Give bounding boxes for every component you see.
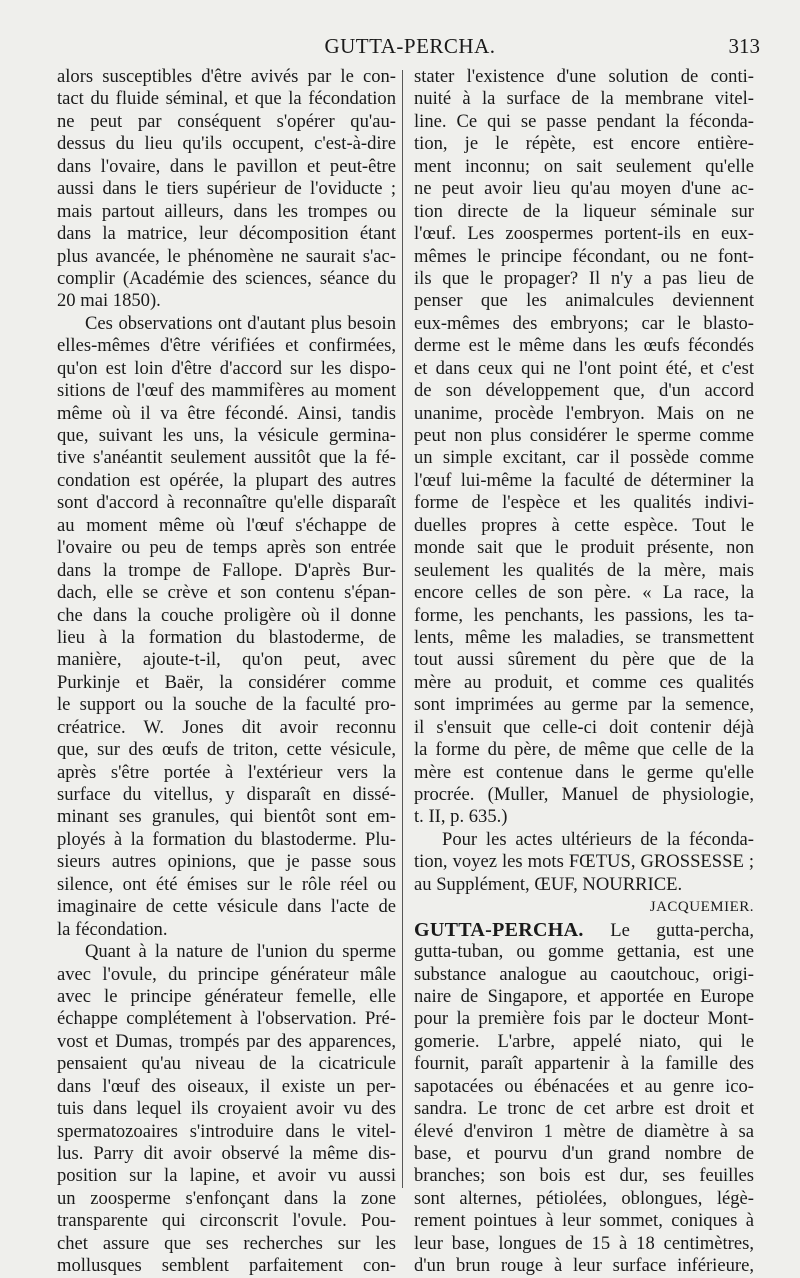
text-line: monde sait que le produit présente, non (414, 537, 754, 559)
text-line: le support ou la souche de la faculté pro- (57, 694, 396, 716)
text-line: sieurs autres opinions, que je passe sous (57, 851, 396, 873)
entry-heading-line (414, 919, 754, 941)
running-title: GUTTA-PERCHA. (324, 34, 496, 58)
text-line: minant ses granules, qui bientôt sont em- (57, 806, 396, 828)
text-line: stater l'existence d'une solution de conti- (414, 66, 754, 87)
text-line: elles-mêmes d'être vérifiées et confirmées, (57, 335, 396, 357)
text-line: et dans ceux qui ne l'ont point été, et c'est (414, 357, 754, 379)
text-line: échappe complétement à l'observation. Pré- (57, 1008, 396, 1030)
text-line: branches; son bois est dur, ses feuilles (414, 1165, 754, 1187)
text-line: sitions de l'œuf des mammifères au moment (57, 380, 396, 402)
text-line: l'œuf. Les zoospermes portent-ils en eux- (414, 223, 754, 245)
text-line: avec l'ovule, du principe générateur mâle (57, 963, 396, 985)
text-line: leur base, longues de 15 à 18 centimètres, (414, 1232, 754, 1254)
text-line: tact du fluide séminal, et que la fécondation (57, 88, 396, 110)
text-line: un zoosperme s'enfonçant dans la zone (57, 1187, 396, 1209)
text-line: fournit, paraît appartenir à la famille des (414, 1053, 754, 1075)
text-line: élevé d'environ 1 mètre de diamètre à sa (414, 1120, 754, 1142)
text-line: 20 mai 1850). (57, 290, 161, 312)
text-line: Purkinje et Baër, la considérer comme (57, 671, 396, 693)
text-line: que, suivant les uns, la vésicule germina- (57, 425, 396, 446)
text-line: tuis dans lequel ils croyaient avoir vu des (57, 1098, 396, 1120)
text-line: au Supplément, ŒUF, NOURRICE. (414, 873, 683, 895)
text-line: gomerie. L'arbre, appelé niato, qui le (414, 1030, 754, 1052)
text-line: la fécondation. (57, 918, 168, 940)
text-line: d'un brun rouge à leur surface inférieure, (414, 1255, 754, 1277)
text-line: tion, je le répète, est encore entière- (414, 133, 754, 155)
text-line: unanime, procède l'embryon. Mais on ne (414, 402, 754, 424)
text-line: lus. Parry dit avoir observé la même dis- (57, 1143, 396, 1164)
text-line: silence, ont été émises sur le rôle réel ou (57, 873, 396, 895)
text-line: naire de Singapore, et apportée en Europe (414, 985, 754, 1007)
running-head (60, 34, 760, 62)
author-signature: JACQUEMIER. (649, 899, 754, 916)
text-line: ils que le propager? Il n'y a pas lieu de (414, 267, 754, 289)
text-line: spermatozoaires s'introduire dans le vitel- (57, 1120, 396, 1142)
text-line: Quant à la nature de l'union du sperme (85, 941, 396, 963)
text-line: transparente qui circonscrit l'ovule. Pou- (57, 1210, 396, 1232)
text-line: tive s'anéantit seulement aussitôt que la fé- (57, 447, 396, 469)
text-line: encore celles de son père. « La race, la (414, 582, 754, 604)
text-line: Pour les actes ultérieurs de la féconda- (442, 828, 754, 850)
text-line: condation est opérée, la plupart des autres (57, 469, 396, 491)
text-line: gutta-tuban, ou gomme gettania, est une (414, 941, 754, 963)
text-line: la forme du père, de même que celle de la (414, 739, 754, 761)
text-line: sont imprimées au germe par la semence, (414, 694, 754, 716)
text-line: mêmes le principe fécondant, ou ne font- (414, 245, 754, 267)
text-line: rement pointues à leur sommet, coniques à (414, 1210, 754, 1232)
text-line: l'œuf lui-même la faculté de déterminer la (414, 469, 754, 491)
text-line: t. II, p. 635.) (414, 806, 508, 828)
text-line: dans la matrice, leur décomposition étant (57, 223, 396, 245)
text-line: chet assure que ses recherches sur les (57, 1232, 396, 1254)
text-line: que, sur des œufs de triton, cette vésicule, (57, 739, 396, 761)
text-line: plus avancée, le phénomène ne saurait s'ac- (57, 245, 396, 267)
text-line: un simple excitant, car il possède comme (414, 447, 754, 469)
text-line: sont d'accord à reconnaître qu'elle disparaît (57, 492, 396, 514)
text-line: dans la trompe de Fallope. D'après Bur- (57, 559, 396, 581)
text-line: lents, même les maladies, se transmettent (414, 626, 754, 648)
text-line: eux-mêmes des embryons; car le blasto- (414, 312, 754, 334)
right-column (414, 66, 754, 1278)
text-line: mollusques semblent parfaitement con- (57, 1255, 396, 1277)
text-line: seulement les qualités de la mère, mais (414, 559, 754, 581)
text-line: dans l'œuf des oiseaux, il existe un per- (57, 1075, 396, 1097)
text-line: surface du vitellus, y disparaît en dissé- (57, 784, 396, 805)
text-line: tion, voyez les mots FŒTUS, GROSSESSE ; (414, 851, 754, 873)
text-line: ployés à la formation du blastoderme. Plu- (57, 828, 396, 850)
text-line: tion directe de la liqueur séminale sur (414, 200, 754, 222)
text-line: line. Ce qui se passe pendant la féconda- (414, 110, 754, 132)
text-line: dessus du lieu qu'ils occupent, c'est-à-dire (57, 133, 396, 155)
text-line: il s'ensuit que celle-ci doit contenir déjà (414, 716, 754, 738)
text-line: lieu à la formation du blastoderme, de (57, 626, 396, 648)
text-line: avec le principe générateur femelle, elle (57, 985, 396, 1007)
text-line: dans l'ovaire, dans le pavillon et peut-être (57, 155, 396, 177)
text-line: peut non plus considérer le sperme comme (414, 425, 754, 446)
text-line: Le gutta-percha, (610, 919, 754, 941)
text-line: de son développement que, d'un accord (414, 380, 754, 402)
text-line: l'ovaire ou peu de temps après son entrée (57, 537, 396, 559)
text-line: position sur la lapine, et avoir vu aussi (57, 1165, 396, 1187)
text-line: base, et pourvu d'un grand nombre de (414, 1143, 754, 1164)
text-line: duelles propres à cette espèce. Tout le (414, 514, 754, 536)
left-column (57, 66, 396, 1278)
text-line: qu'on est loin d'être d'accord sur les dispo- (57, 357, 396, 379)
text-line: sont alternes, pétiolées, oblongues, légè- (414, 1187, 754, 1209)
text-line: nuité à la surface de la membrane vitel- (414, 88, 754, 110)
text-line: après s'être portée à l'extérieur vers la (57, 761, 396, 783)
text-line: procrée. (Muller, Manuel de physiologie, (414, 784, 754, 805)
text-line: Ces observations ont d'autant plus besoin (85, 312, 396, 334)
text-line: substance analogue au caoutchouc, origi- (414, 963, 754, 985)
text-line: forme, les penchants, les passions, les ta- (414, 604, 754, 626)
text-line: mère est contenue dans le germe qu'elle (414, 761, 754, 783)
text-line: dach, elle se crève et son contenu s'épan- (57, 582, 396, 604)
text-line: pour la première fois par le docteur Mont- (414, 1008, 754, 1030)
text-line: penser que les animalcules deviennent (414, 290, 754, 312)
text-line: ne peut par conséquent s'opérer qu'au- (57, 110, 396, 132)
text-line: créatrice. W. Jones dit avoir reconnu (57, 716, 396, 738)
entry-headword: GUTTA-PERCHA. (414, 918, 584, 941)
text-line: imaginaire de cette vésicule dans l'acte de (57, 896, 396, 918)
text-line: même où il va être fécondé. Ainsi, tandis (57, 402, 396, 424)
text-line: pensaient qu'au niveau de la cicatricule (57, 1053, 396, 1075)
text-line: manière, ajoute-t-il, qu'on peut, avec (57, 649, 396, 671)
column-divider (402, 70, 403, 1188)
text-line: ne peut avoir lieu qu'au moyen d'une ac- (414, 178, 754, 200)
text-line: vost et Dumas, trompés par des apparences, (57, 1030, 396, 1052)
text-line: alors susceptibles d'être avivés par le con- (57, 66, 396, 87)
text-line: sapotacées ou ébénacées et au genre ico- (414, 1075, 754, 1097)
text-line: complir (Académie des sciences, séance du (57, 267, 396, 289)
page-number: 313 (728, 34, 760, 58)
text-line: derme est le même dans les œufs fécondés (414, 335, 754, 357)
text-line: tout aussi sûrement du père que de la (414, 649, 754, 671)
text-line: che dans la couche proligère où il donne (57, 604, 396, 626)
text-line: au moment même où l'œuf s'échappe de (57, 514, 396, 536)
text-line: ment inconnu; on sait seulement qu'elle (414, 155, 754, 177)
text-line: mère au produit, et comme ces qualités (414, 671, 754, 693)
text-line: aussi dans le tiers supérieur de l'oviducte ; (57, 178, 396, 200)
text-line: mais partout ailleurs, dans les trompes ou (57, 200, 396, 222)
text-line: sandra. Le tronc de cet arbre est droit et (414, 1098, 754, 1120)
text-line: forme de l'espèce et les qualités indivi- (414, 492, 754, 514)
